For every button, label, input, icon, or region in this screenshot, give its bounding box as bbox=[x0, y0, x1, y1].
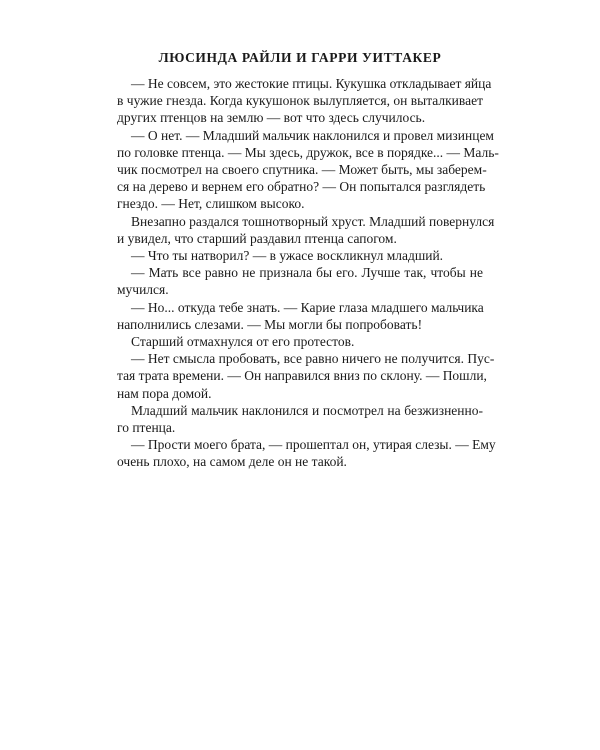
text-line: по головке птенца. — Мы здесь, дружок, все в порядке... — Маль- bbox=[117, 144, 499, 160]
text-line: — Прости моего брата, — прошептал он, утирая слезы. — Ему bbox=[131, 437, 496, 453]
text-line: наполнились слезами. — Мы могли бы попробовать! bbox=[117, 316, 423, 332]
running-head: ЛЮСИНДА РАЙЛИ И ГАРРИ УИТТАКЕР bbox=[158, 50, 442, 65]
text-line: других птенцов на землю — вот что здесь случилось. bbox=[117, 110, 426, 126]
text-line: — Нет смысла пробовать, все равно ничего не получится. Пус- bbox=[131, 351, 495, 367]
paragraph bbox=[117, 247, 483, 264]
text-line: мучился. bbox=[117, 282, 169, 298]
text-line: Старший отмахнулся от его протестов. bbox=[131, 334, 355, 350]
body-text bbox=[117, 75, 499, 471]
paragraph bbox=[117, 333, 483, 350]
paragraph bbox=[117, 75, 492, 127]
text-line: чик посмотрел на своего спутника. — Может быть, мы заберем- bbox=[117, 162, 487, 178]
paragraph bbox=[117, 299, 483, 333]
paragraph bbox=[117, 264, 483, 298]
paragraph bbox=[117, 213, 495, 247]
text-line: Младший мальчик наклонился и посмотрел на безжизненно- bbox=[131, 402, 483, 418]
paragraph bbox=[117, 402, 483, 436]
text-line: — Что ты натворил? — в ужасе воскликнул младший. bbox=[131, 248, 444, 264]
text-line: Внезапно раздался тошнотворный хруст. Младший повернулся bbox=[131, 213, 495, 229]
text-line: тая трата времени. — Он направился вниз по склону. — Пошли, bbox=[117, 368, 487, 384]
text-line: гнездо. — Нет, слишком высоко. bbox=[117, 196, 305, 212]
text-line: — Мать все равно не признала бы его. Лучше так, чтобы не bbox=[131, 265, 483, 281]
text-line: ся на дерево и вернем его обратно? — Он попытался разглядеть bbox=[117, 179, 486, 195]
paragraph bbox=[117, 350, 495, 402]
text-line: очень плохо, на самом деле он не такой. bbox=[117, 454, 347, 470]
text-line: — Не совсем, это жестокие птицы. Кукушка откладывает яйца bbox=[131, 76, 492, 91]
text-line: в чужие гнезда. Когда кукушонок вылупляется, он выталкивает bbox=[117, 93, 483, 109]
text-line: — Но... откуда тебе знать. — Карие глаза младшего мальчика bbox=[131, 299, 484, 315]
text-line: нам пора домой. bbox=[117, 385, 212, 401]
text-line: го птенца. bbox=[117, 420, 176, 436]
text-line: — О нет. — Младший мальчик наклонился и провел мизинцем bbox=[131, 127, 494, 143]
paragraph bbox=[117, 436, 496, 470]
paragraph bbox=[117, 127, 499, 213]
text-line: и увидел, что старший раздавил птенца сапогом. bbox=[117, 230, 397, 246]
